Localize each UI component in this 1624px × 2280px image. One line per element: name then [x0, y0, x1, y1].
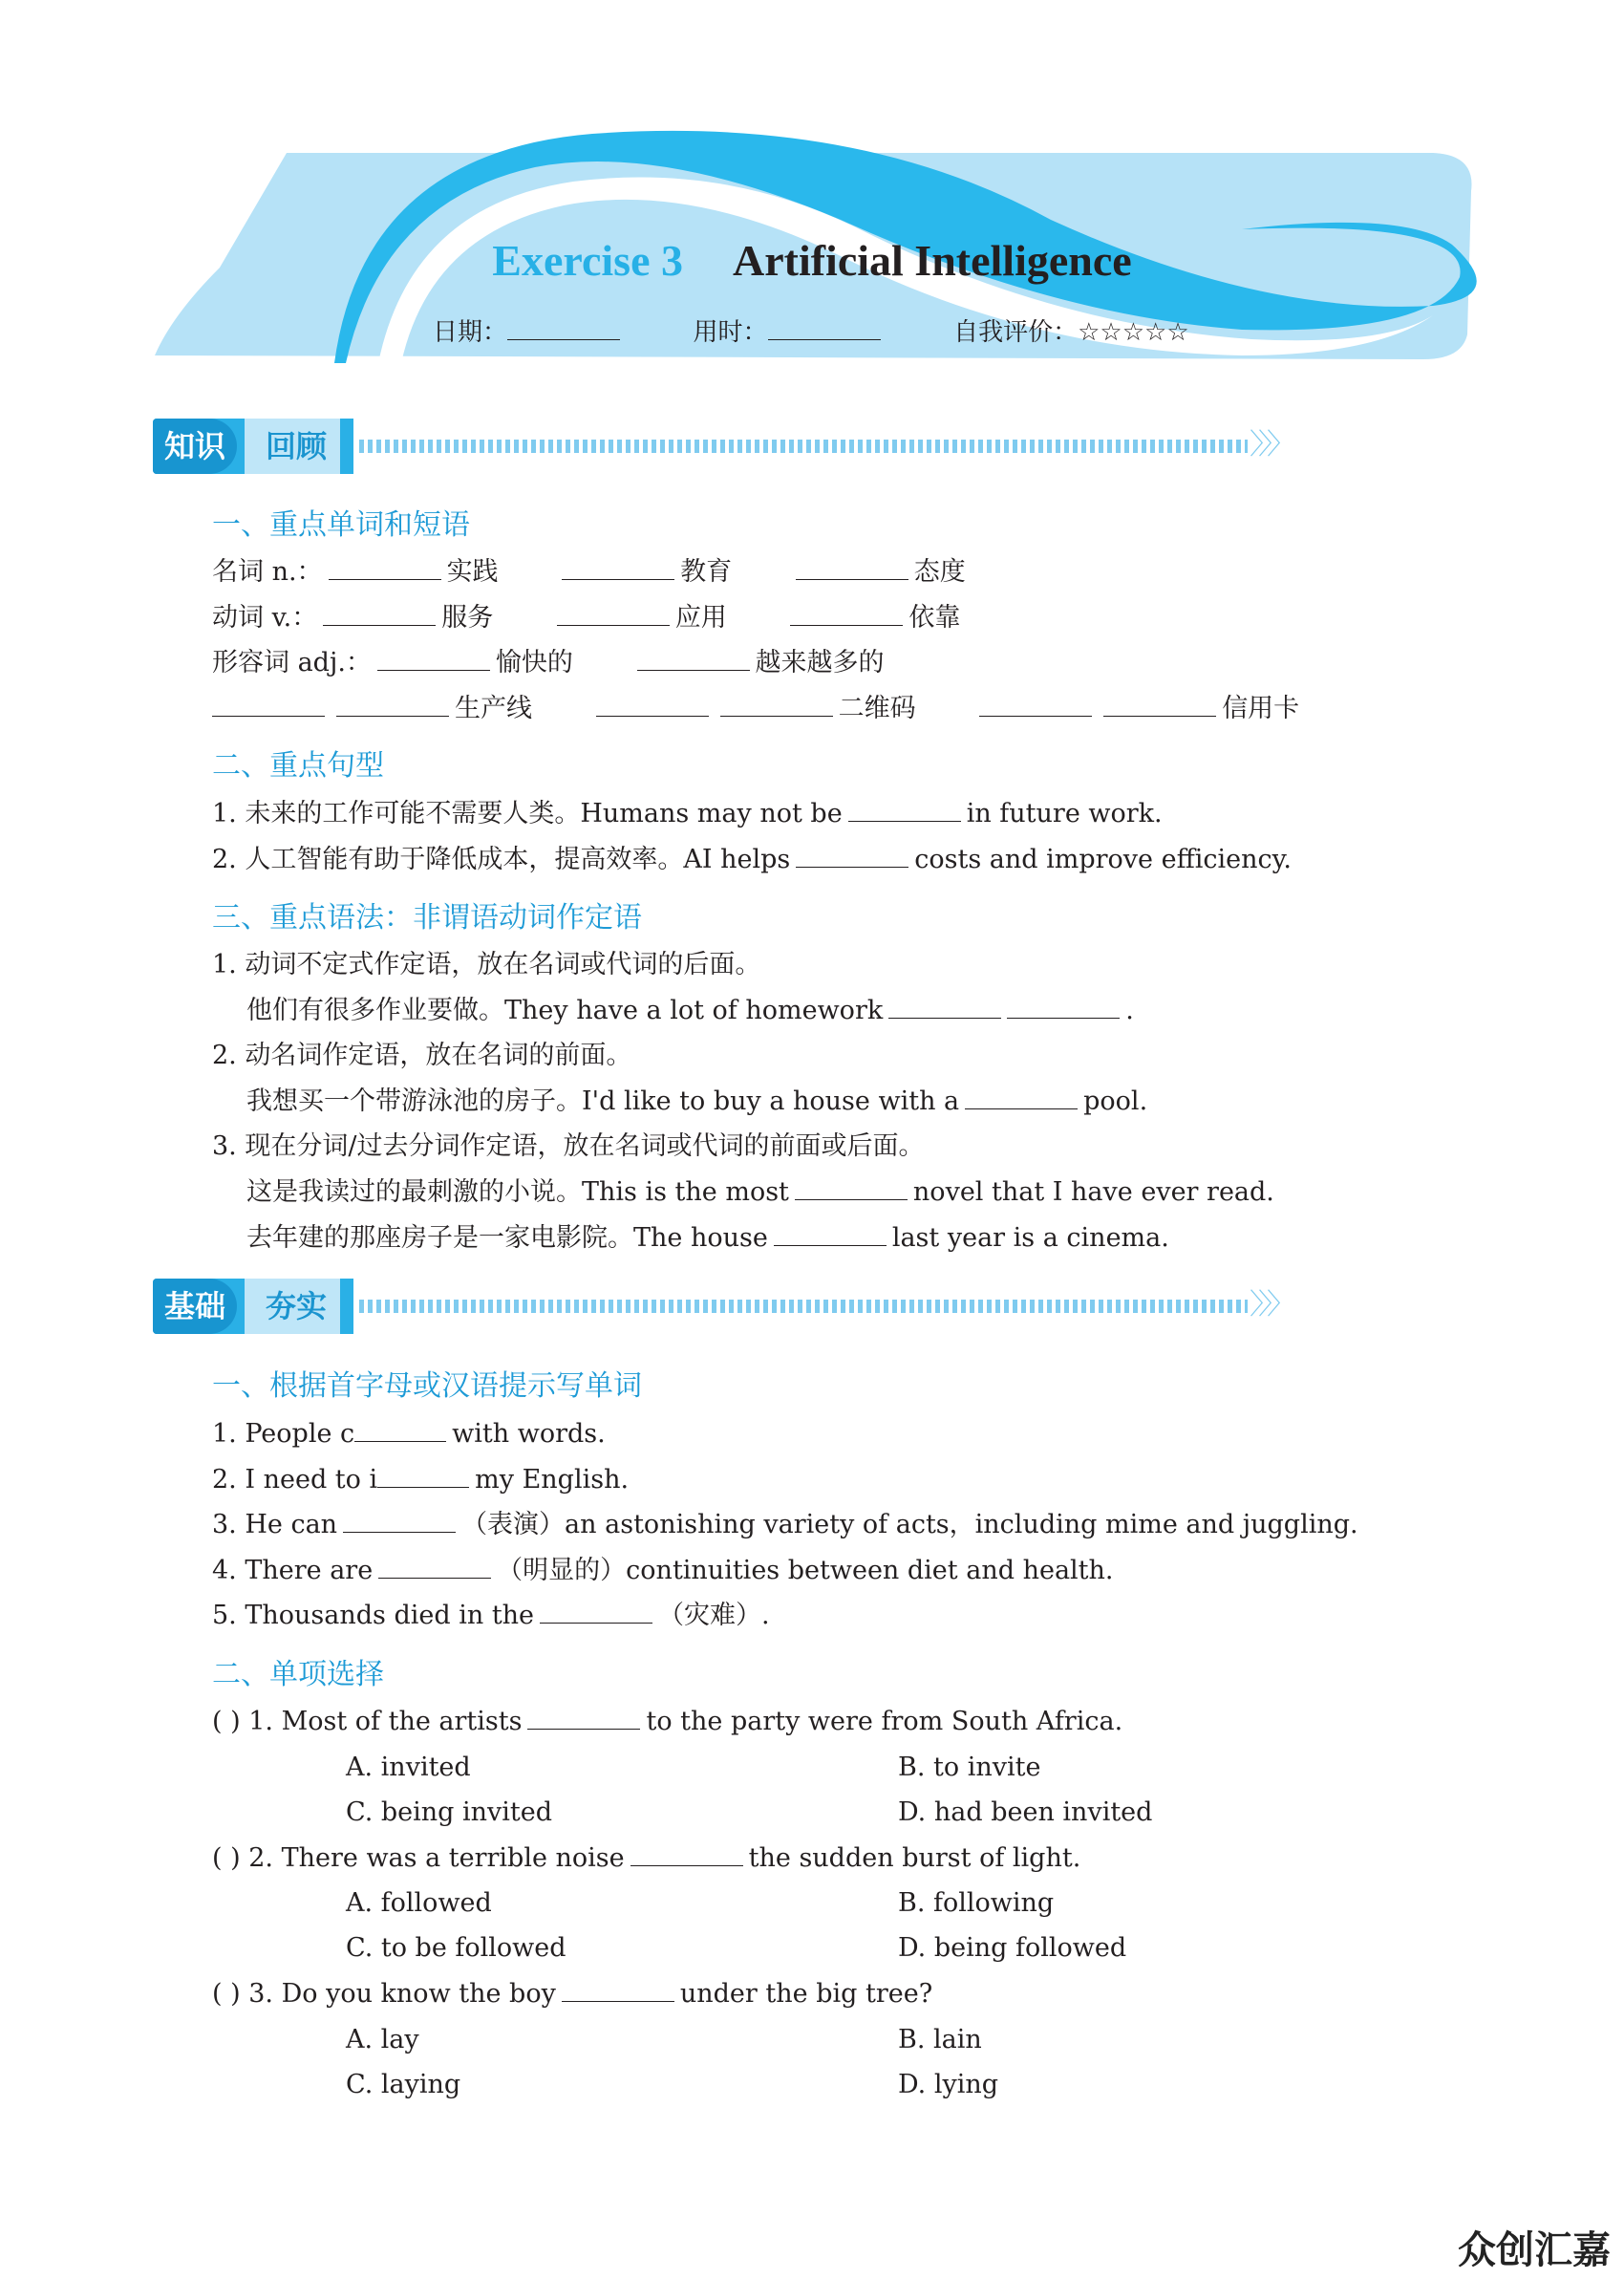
section-bar-review: [153, 419, 1290, 474]
tag-part-b: 回顾: [245, 419, 348, 474]
meta-row: [433, 312, 1189, 348]
answer-blank[interactable]: [562, 558, 674, 580]
question-text: 3. Do you know the boy: [248, 1979, 556, 2009]
example-text: 他们有很多作业要做。They have a lot of homework: [246, 996, 884, 1025]
heading-sentences: 二、重点句型: [212, 749, 384, 783]
sentence-text: in future work.: [966, 799, 1163, 828]
answer-blank[interactable]: [848, 800, 961, 822]
option-c[interactable]: C. being invited: [346, 1797, 553, 1827]
option-d[interactable]: D. had been invited: [898, 1797, 1153, 1827]
question-1: [212, 1705, 1122, 1739]
item-text: 4. There are: [212, 1556, 374, 1585]
exercise-number: Exercise 3: [492, 236, 683, 285]
item-text: my English.: [475, 1465, 630, 1495]
item-text: （表演）an astonishing variety of acts，including mime and juggling.: [461, 1510, 1358, 1539]
answer-bracket[interactable]: ( ): [212, 1843, 241, 1873]
answer-blank[interactable]: [323, 604, 436, 626]
grammar-2: 2. 动名词作定语，放在名词的前面。: [212, 1041, 632, 1070]
dotted-divider: [359, 1300, 1248, 1313]
option-c[interactable]: C. to be followed: [346, 1933, 566, 1963]
option-d[interactable]: D. lying: [898, 2070, 999, 2099]
answer-blank[interactable]: [596, 695, 709, 717]
heading-word-writing: 一、根据首字母或汉语提示写单词: [212, 1369, 642, 1403]
answer-blank[interactable]: [562, 1980, 674, 2002]
answer-bracket[interactable]: ( ): [212, 1707, 241, 1736]
word-hint: 态度: [913, 557, 966, 587]
example-text: 这是我读过的最刺激的小说。This is the most: [246, 1177, 789, 1207]
answer-blank[interactable]: [774, 1224, 887, 1246]
answer-blank[interactable]: [212, 695, 325, 717]
answer-blank[interactable]: [343, 1511, 456, 1533]
phrase-hint: 信用卡: [1222, 694, 1300, 723]
grammar-2-example: [246, 1085, 1147, 1119]
answer-blank[interactable]: [557, 604, 670, 626]
example-text: last year is a cinema.: [891, 1223, 1169, 1253]
question-3: [212, 1977, 932, 2011]
answer-blank[interactable]: [377, 1466, 469, 1488]
option-d[interactable]: D. being followed: [898, 1933, 1127, 1963]
answer-blank[interactable]: [795, 1178, 908, 1200]
tag-edge: [340, 419, 353, 474]
option-b[interactable]: B. following: [898, 1888, 1055, 1918]
example-text: pool.: [1083, 1086, 1148, 1116]
verbs-label: 动词 v.：: [212, 603, 318, 633]
option-b[interactable]: B. lain: [898, 2025, 982, 2054]
example-text: 去年建的那座房子是一家电影院。The house: [246, 1223, 768, 1253]
answer-blank[interactable]: [1103, 695, 1216, 717]
tag-part-a: 知识: [153, 419, 237, 474]
sentence-text: 2. 人工智能有助于降低成本，提高效率。AI helps: [212, 845, 791, 874]
option-a[interactable]: A. invited: [346, 1753, 471, 1782]
chevron-right-icon: 〉〉〉: [1250, 428, 1290, 462]
tag-part-a: 基础: [153, 1279, 237, 1334]
section-bar-basics: [153, 1279, 1290, 1334]
answer-blank[interactable]: [540, 1602, 652, 1624]
word-hint: 应用: [674, 603, 727, 633]
word-hint: 依靠: [908, 603, 961, 633]
exercise-title: [0, 235, 1624, 286]
date-label: 日期：: [433, 318, 508, 347]
option-a[interactable]: A. followed: [346, 1888, 492, 1918]
word-item-2: [212, 1463, 629, 1497]
grammar-1: 1. 动词不定式作定语，放在名词或代词的后面。: [212, 950, 761, 979]
phrase-hint: 二维码: [838, 694, 916, 723]
heading-vocab: 一、重点单词和短语: [212, 508, 470, 542]
heading-multiple-choice: 二、单项选择: [212, 1658, 384, 1691]
phrases-row: [212, 692, 1299, 726]
sentence-1: [212, 797, 1163, 831]
answer-blank[interactable]: [979, 695, 1092, 717]
word-hint: 实践: [446, 557, 499, 587]
section-tag: [153, 1279, 348, 1334]
answer-blank[interactable]: [630, 1844, 743, 1866]
answer-blank[interactable]: [336, 695, 449, 717]
heading-grammar: 三、重点语法：非谓语动词作定语: [212, 901, 642, 935]
question-text: to the party were from South Africa.: [646, 1707, 1123, 1736]
answer-blank[interactable]: [527, 1708, 640, 1730]
item-text: （明显的）continuities between diet and health.: [497, 1556, 1114, 1585]
question-text: the sudden burst of light.: [748, 1843, 1081, 1873]
sentence-text: costs and improve efficiency.: [914, 845, 1292, 874]
example-text: .: [1125, 996, 1134, 1025]
grammar-3: 3. 现在分词/过去分词作定语，放在名词或代词的前面或后面。: [212, 1131, 925, 1161]
item-text: 3. He can: [212, 1510, 338, 1539]
sentence-2: [212, 843, 1292, 877]
question-2: [212, 1841, 1080, 1876]
time-label: 用时：: [693, 318, 768, 347]
word-item-3: [212, 1508, 1358, 1542]
chevron-right-icon: 〉〉〉: [1250, 1288, 1290, 1322]
grammar-3-example-2: [246, 1221, 1169, 1256]
answer-blank[interactable]: [965, 1087, 1078, 1109]
answer-blank[interactable]: [790, 604, 903, 626]
section-tag: [153, 419, 348, 474]
word-hint: 愉快的: [495, 648, 573, 678]
tag-edge: [340, 1279, 353, 1334]
verbs-row: [212, 601, 960, 635]
answer-blank[interactable]: [378, 1557, 491, 1579]
exercise-name: Artificial Intelligence: [732, 236, 1132, 285]
question-text: under the big tree?: [679, 1979, 933, 2009]
word-hint: 越来越多的: [755, 648, 885, 678]
watermark-logo: 众创汇嘉: [1458, 2228, 1611, 2272]
word-item-5: [212, 1599, 770, 1633]
question-text: 2. There was a terrible noise: [248, 1843, 625, 1873]
item-text: 2. I need to i: [212, 1465, 378, 1495]
answer-blank[interactable]: [796, 558, 908, 580]
example-text: 我想买一个带游泳池的房子。I'd like to buy a house with a: [246, 1086, 960, 1116]
answer-blank[interactable]: [720, 695, 833, 717]
question-text: 1. Most of the artists: [248, 1707, 523, 1736]
answer-blank[interactable]: [329, 558, 441, 580]
answer-bracket[interactable]: ( ): [212, 1979, 241, 2009]
answer-blank[interactable]: [377, 649, 490, 671]
grammar-3-example-1: [246, 1175, 1274, 1210]
rating-stars[interactable]: ☆☆☆☆☆: [1078, 318, 1189, 347]
answer-blank[interactable]: [888, 997, 1001, 1019]
item-text: 5. Thousands died in the: [212, 1601, 535, 1630]
option-c[interactable]: C. laying: [346, 2070, 461, 2099]
answer-blank[interactable]: [637, 649, 750, 671]
sentence-text: 1. 未来的工作可能不需要人类。Humans may not be: [212, 799, 843, 828]
nouns-row: [212, 555, 966, 590]
option-a[interactable]: A. lay: [346, 2025, 419, 2054]
word-hint: 服务: [441, 603, 494, 633]
phrase-hint: 生产线: [455, 694, 532, 723]
answer-blank[interactable]: [354, 1420, 446, 1442]
adjs-label: 形容词 adj.：: [212, 648, 372, 678]
word-item-1: [212, 1417, 606, 1452]
date-field[interactable]: [507, 318, 620, 340]
word-item-4: [212, 1554, 1114, 1588]
item-text: 1. People c: [212, 1419, 355, 1449]
tag-part-b: 夯实: [245, 1279, 348, 1334]
answer-blank[interactable]: [796, 846, 908, 868]
item-text: （灾难）.: [658, 1601, 770, 1630]
option-b[interactable]: B. to invite: [898, 1753, 1041, 1782]
answer-blank[interactable]: [1007, 997, 1120, 1019]
grammar-1-example: [246, 994, 1134, 1028]
rating-label: 自我评价：: [953, 318, 1079, 347]
example-text: novel that I have ever read.: [912, 1177, 1274, 1207]
item-text: with words.: [452, 1419, 606, 1449]
nouns-label: 名词 n.：: [212, 557, 323, 587]
adjs-row: [212, 646, 885, 680]
word-hint: 教育: [680, 557, 733, 587]
time-field[interactable]: [768, 318, 881, 340]
dotted-divider: [359, 440, 1248, 453]
